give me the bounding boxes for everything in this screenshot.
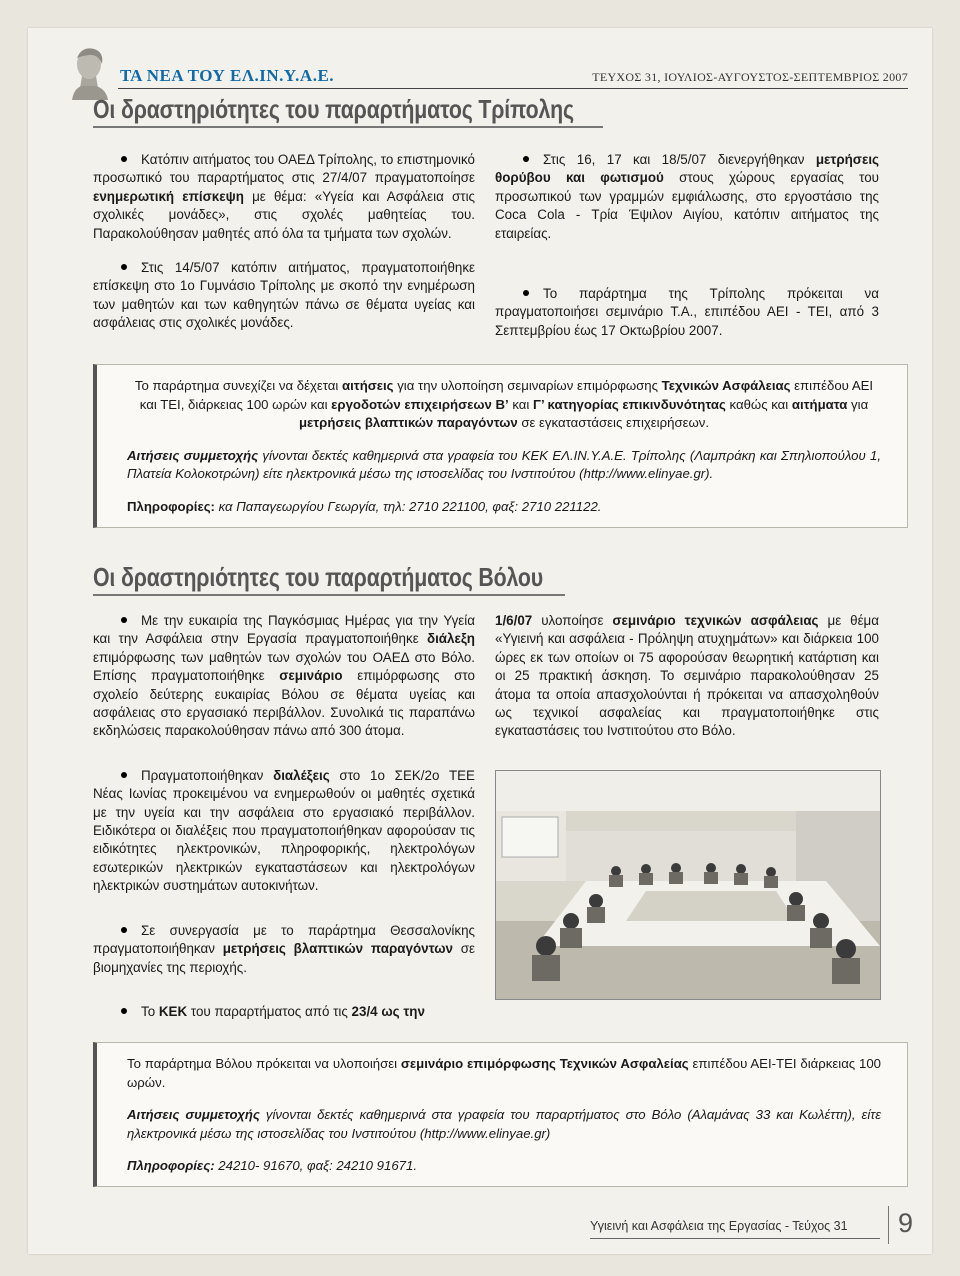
paragraph: Το ΚΕΚ του παραρτήματος από τις 23/4 ως την: [93, 1003, 475, 1021]
paragraph: [495, 285, 879, 340]
tripoli-left-column: [93, 151, 475, 349]
bullet-icon: [121, 156, 127, 162]
paragraph: Αιτήσεις συμμετοχής γίνονται δεκτές καθημερινά στα γραφεία του παραρτήματος στο Βόλο (Αλαμάνας 33 και Κωλέττη), είτε ηλεκτρονικά μέσω της ιστοσελίδας του Ινστιτούτου (http://www.elinyae.gr): [127, 1107, 881, 1141]
text: στους χώρους εργασίας του προσωπικού των γραμμών εμφιάλωσης, στο εργοστάσιο της Coca Cola - Τρία Έψιλον Αιγίου, κατόπιν αιτήματος της εταιρείας.: [495, 170, 879, 241]
title-underline: [93, 594, 565, 596]
bullet-icon: [523, 290, 529, 296]
text: Στις 14/5/07 κατόπιν αιτήματος, πραγματοποιήθηκε επίσκεψη στο 1ο Γυμνάσιο Τρίπολης με σκοπό την ενημέρωση των μαθητών και των καθηγητών πάνω σε θέματα υγείας και ασφάλειας στις σχολικές μονάδες.: [93, 260, 475, 331]
section-title-volos: Οι δραστηριότητες του παραρτήματος Βόλου: [93, 562, 544, 592]
paragraph: Πραγματοποιήθηκαν διαλέξεις στο 1ο ΣΕΚ/2ο ΤΕΕ Νέας Ιωνίας προκειμένου να ενημερωθούν οι μαθητές σχετικά με την υγεία και την ασφάλεια στο εργασιακό περιβάλλον. Ειδικότερα οι διαλέξεις που πραγματοποιήθηκαν αφορούσαν τις ειδικότητες ηλεκτρονικών, πληροφορικής, ηλεκτρολόγων εσωτερικών ηλεκτρικών εγκαταστάσεων και ηλεκτρολόγων ηλεκτρικών συστημάτων αυτοκινήτων.: [93, 767, 475, 894]
bullet-icon: [121, 264, 127, 270]
seminar-photo: [495, 770, 881, 1000]
text: Το παράρτημα της Τρίπολης πρόκειται να πραγματοποιήσει σεμινάριο Τ.Α., επιπέδου ΑΕΙ - ΤΕΙ, από 3 Σεπτεμβρίου έως 17 Οκτωβρίου 2007.: [495, 286, 879, 338]
paragraph: Το παράρτημα Βόλου πρόκειται να υλοποιήσει σεμινάριο επιμόρφωσης Τεχνικών Ασφαλείας επιπέδου ΑΕΙ-ΤΕΙ διάρκειας 100 ωρών.: [127, 1056, 882, 1090]
bullet-icon: [121, 617, 127, 623]
bullet-icon: [523, 156, 529, 162]
paragraph: 1/6/07 υλοποίησε σεμινάριο τεχνικών ασφάλειας με θέμα «Υγιεινή και ασφάλεια - Πρόληψη ατυχημάτων» και διάρκεια 100 ώρες εκ των οποίων οι 75 αφορούσαν θεωρητική κατάρτιση και οι 25 πρακτική άσκηση. Το σεμινάριο παρακολούθησαν 25 άτομα τα οποία απασχολούνται ή πρόκειται να απασχοληθούν ως τεχνικοί ασφαλείας και πραγματοποιήθηκε στις εγκαταστάσεις του Ινστιτούτου στο Βόλο.: [495, 613, 879, 739]
volos-left-column: [93, 612, 475, 1037]
bust-statue-icon: [62, 44, 118, 100]
footer-text: Υγιεινή και Ασφάλεια της Εργασίας - Τεύχος 31: [590, 1219, 848, 1233]
footer-rule: [590, 1238, 880, 1239]
bullet-icon: [121, 772, 127, 778]
publication-name: ΤΑ ΝΕΑ ΤΟΥ ΕΛ.ΙΝ.Υ.Α.Ε.: [120, 66, 335, 85]
bullet-icon: [121, 927, 127, 933]
tripoli-info-box: [93, 364, 908, 528]
paragraph: Το παράρτημα συνεχίζει να δέχεται αιτήσεις για την υλοποίηση σεμιναρίων επιμόρφωσης Τεχνικών Ασφάλειας επιπέδου ΑΕΙ και ΤΕΙ, διάρκειας 100 ωρών και εργοδοτών επιχειρήσεων Β’ και Γ’ κατηγορίας επικινδυνότητας καθώς και αιτήματα για μετρήσεις βλαπτικών παραγόντων σε εγκαταστάσεις επιχειρήσεων.: [134, 378, 874, 431]
paragraph: Με την ευκαιρία της Παγκόσμιας Ημέρας για την Υγεία και την Ασφάλεια στην Εργασία πραγματοποιήθηκε διάλεξη επιμόρφωσης των μαθητών των σχολών του ΟΑΕΔ στο Βόλο. Επίσης πραγματοποιήθηκε σεμινάριο επιμόρφωσης στο σχολείο δεύτερης ευκαιρίας Βόλου σε θέματα υγείας και ασφάλειας στο εργασιακό περιβάλλον. Συνολικά τις παραπάνω εκδηλώσεις παρακολούθησαν πάνω από 300 άτομα.: [93, 613, 475, 739]
bullet-icon: [121, 1008, 127, 1014]
text: Κατόπιν αιτήματος του ΟΑΕΔ Τρίπολης, το επιστημονικό προσωπικό του παραρτήματος στις 27/4/07 πραγματοποίησε: [93, 152, 475, 186]
volos-info-box: [93, 1042, 908, 1187]
page-number-divider: [888, 1206, 889, 1244]
tripoli-right-column: [495, 151, 879, 356]
issue-info: ΤΕΥΧΟΣ 31, ΙΟΥΛΙΟΣ-ΑΥΓΟΥΣΤΟΣ-ΣΕΠΤΕΜΒΡΙΟΣ 2007: [592, 70, 908, 84]
paragraph: Σε συνεργασία με το παράρτημα Θεσσαλονίκης πραγματοποιήθηκαν μετρήσεις βλαπτικών παραγόντων σε βιομηχανίες της περιοχής.: [93, 922, 475, 975]
text: Στις 16, 17 και 18/5/07 διενεργήθηκαν: [543, 152, 816, 167]
title-underline: [93, 126, 603, 128]
section-title-tripoli: Οι δραστηριότητες του παραρτήματος Τρίπολης: [93, 94, 574, 124]
paragraph: Αιτήσεις συμμετοχής γίνονται δεκτές καθημερινά στα γραφεία του ΚΕΚ ΕΛ.ΙΝ.Υ.Α.Ε. Τρίπολης (Λαμπράκη και Σπηλιοπούλου 1, Πλατεία Κολοκοτρώνη) είτε ηλεκτρονικά μέσω της ιστοσελίδας του Ινστιτούτου (http://www.elinyae.gr).: [127, 447, 881, 482]
paragraph: Πληροφορίες: 24210- 91670, φαξ: 24210 91671.: [127, 1158, 418, 1174]
bold-text: ενημερωτική επίσκεψη: [93, 188, 244, 204]
header-rule: [118, 88, 908, 89]
paragraph: [93, 151, 475, 243]
text: με θέμα: «Υγεία και Ασφάλεια στις σχολικές μονάδες», στις σχολές μαθητείας του. Παρακολούθησαν μαθητές από όλα τα τμήματα των σχολών.: [93, 188, 475, 241]
paragraph: [93, 259, 475, 333]
page-number: 9: [898, 1208, 914, 1238]
paragraph: [495, 151, 879, 243]
paragraph: Πληροφορίες: κα Παπαγεωργίου Γεωργία, τηλ: 2710 221100, φαξ: 2710 221122.: [127, 498, 602, 514]
volos-right-column: [495, 612, 879, 757]
bold-text: μετρήσεις θορύβου και φωτισμού: [495, 152, 879, 186]
